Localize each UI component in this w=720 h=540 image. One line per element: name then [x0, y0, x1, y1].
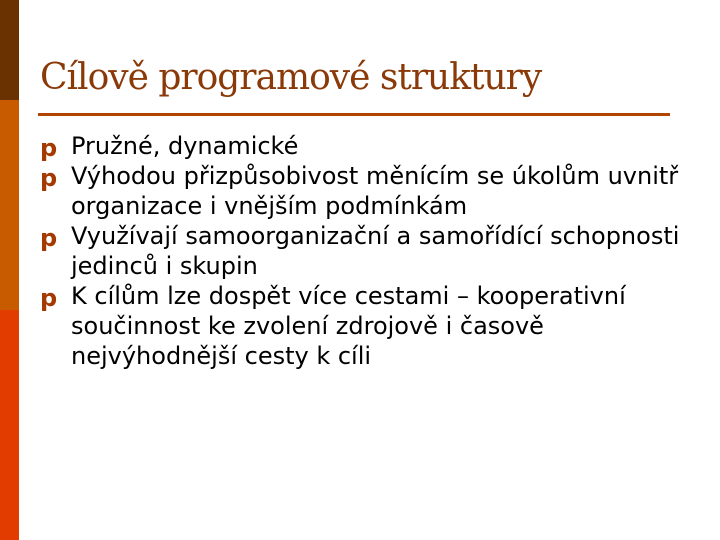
bullet-marker-icon: p	[40, 224, 58, 252]
bullet-marker-icon: p	[40, 134, 58, 162]
bullet-marker-icon: p	[40, 284, 58, 312]
bullet-item	[40, 221, 690, 281]
bullet-text: Pružné, dynamické	[71, 132, 299, 160]
bullet-item	[40, 161, 690, 221]
bullet-marker-icon: p	[40, 164, 58, 192]
bullet-item	[40, 131, 690, 161]
bullet-list	[40, 131, 690, 371]
bullet-text: Využívají samoorganizační a samořídící schopnosti jedinců i skupin	[71, 222, 680, 280]
slide-title: Cílově programové struktury	[40, 57, 542, 98]
title-underline	[38, 113, 670, 116]
side-band-top	[0, 0, 19, 100]
bullet-text: K cílům lze dospět více cestami – kooperativní součinnost ke zvolení zdrojově i časově nejvýhodnější cesty k cíli	[71, 282, 626, 370]
side-band-bottom	[0, 310, 19, 540]
bullet-text: Výhodou přizpůsobivost měnícím se úkolům uvnitř organizace i vnějším podmínkám	[71, 162, 679, 220]
bullet-item	[40, 281, 690, 371]
side-band-middle	[0, 100, 19, 310]
